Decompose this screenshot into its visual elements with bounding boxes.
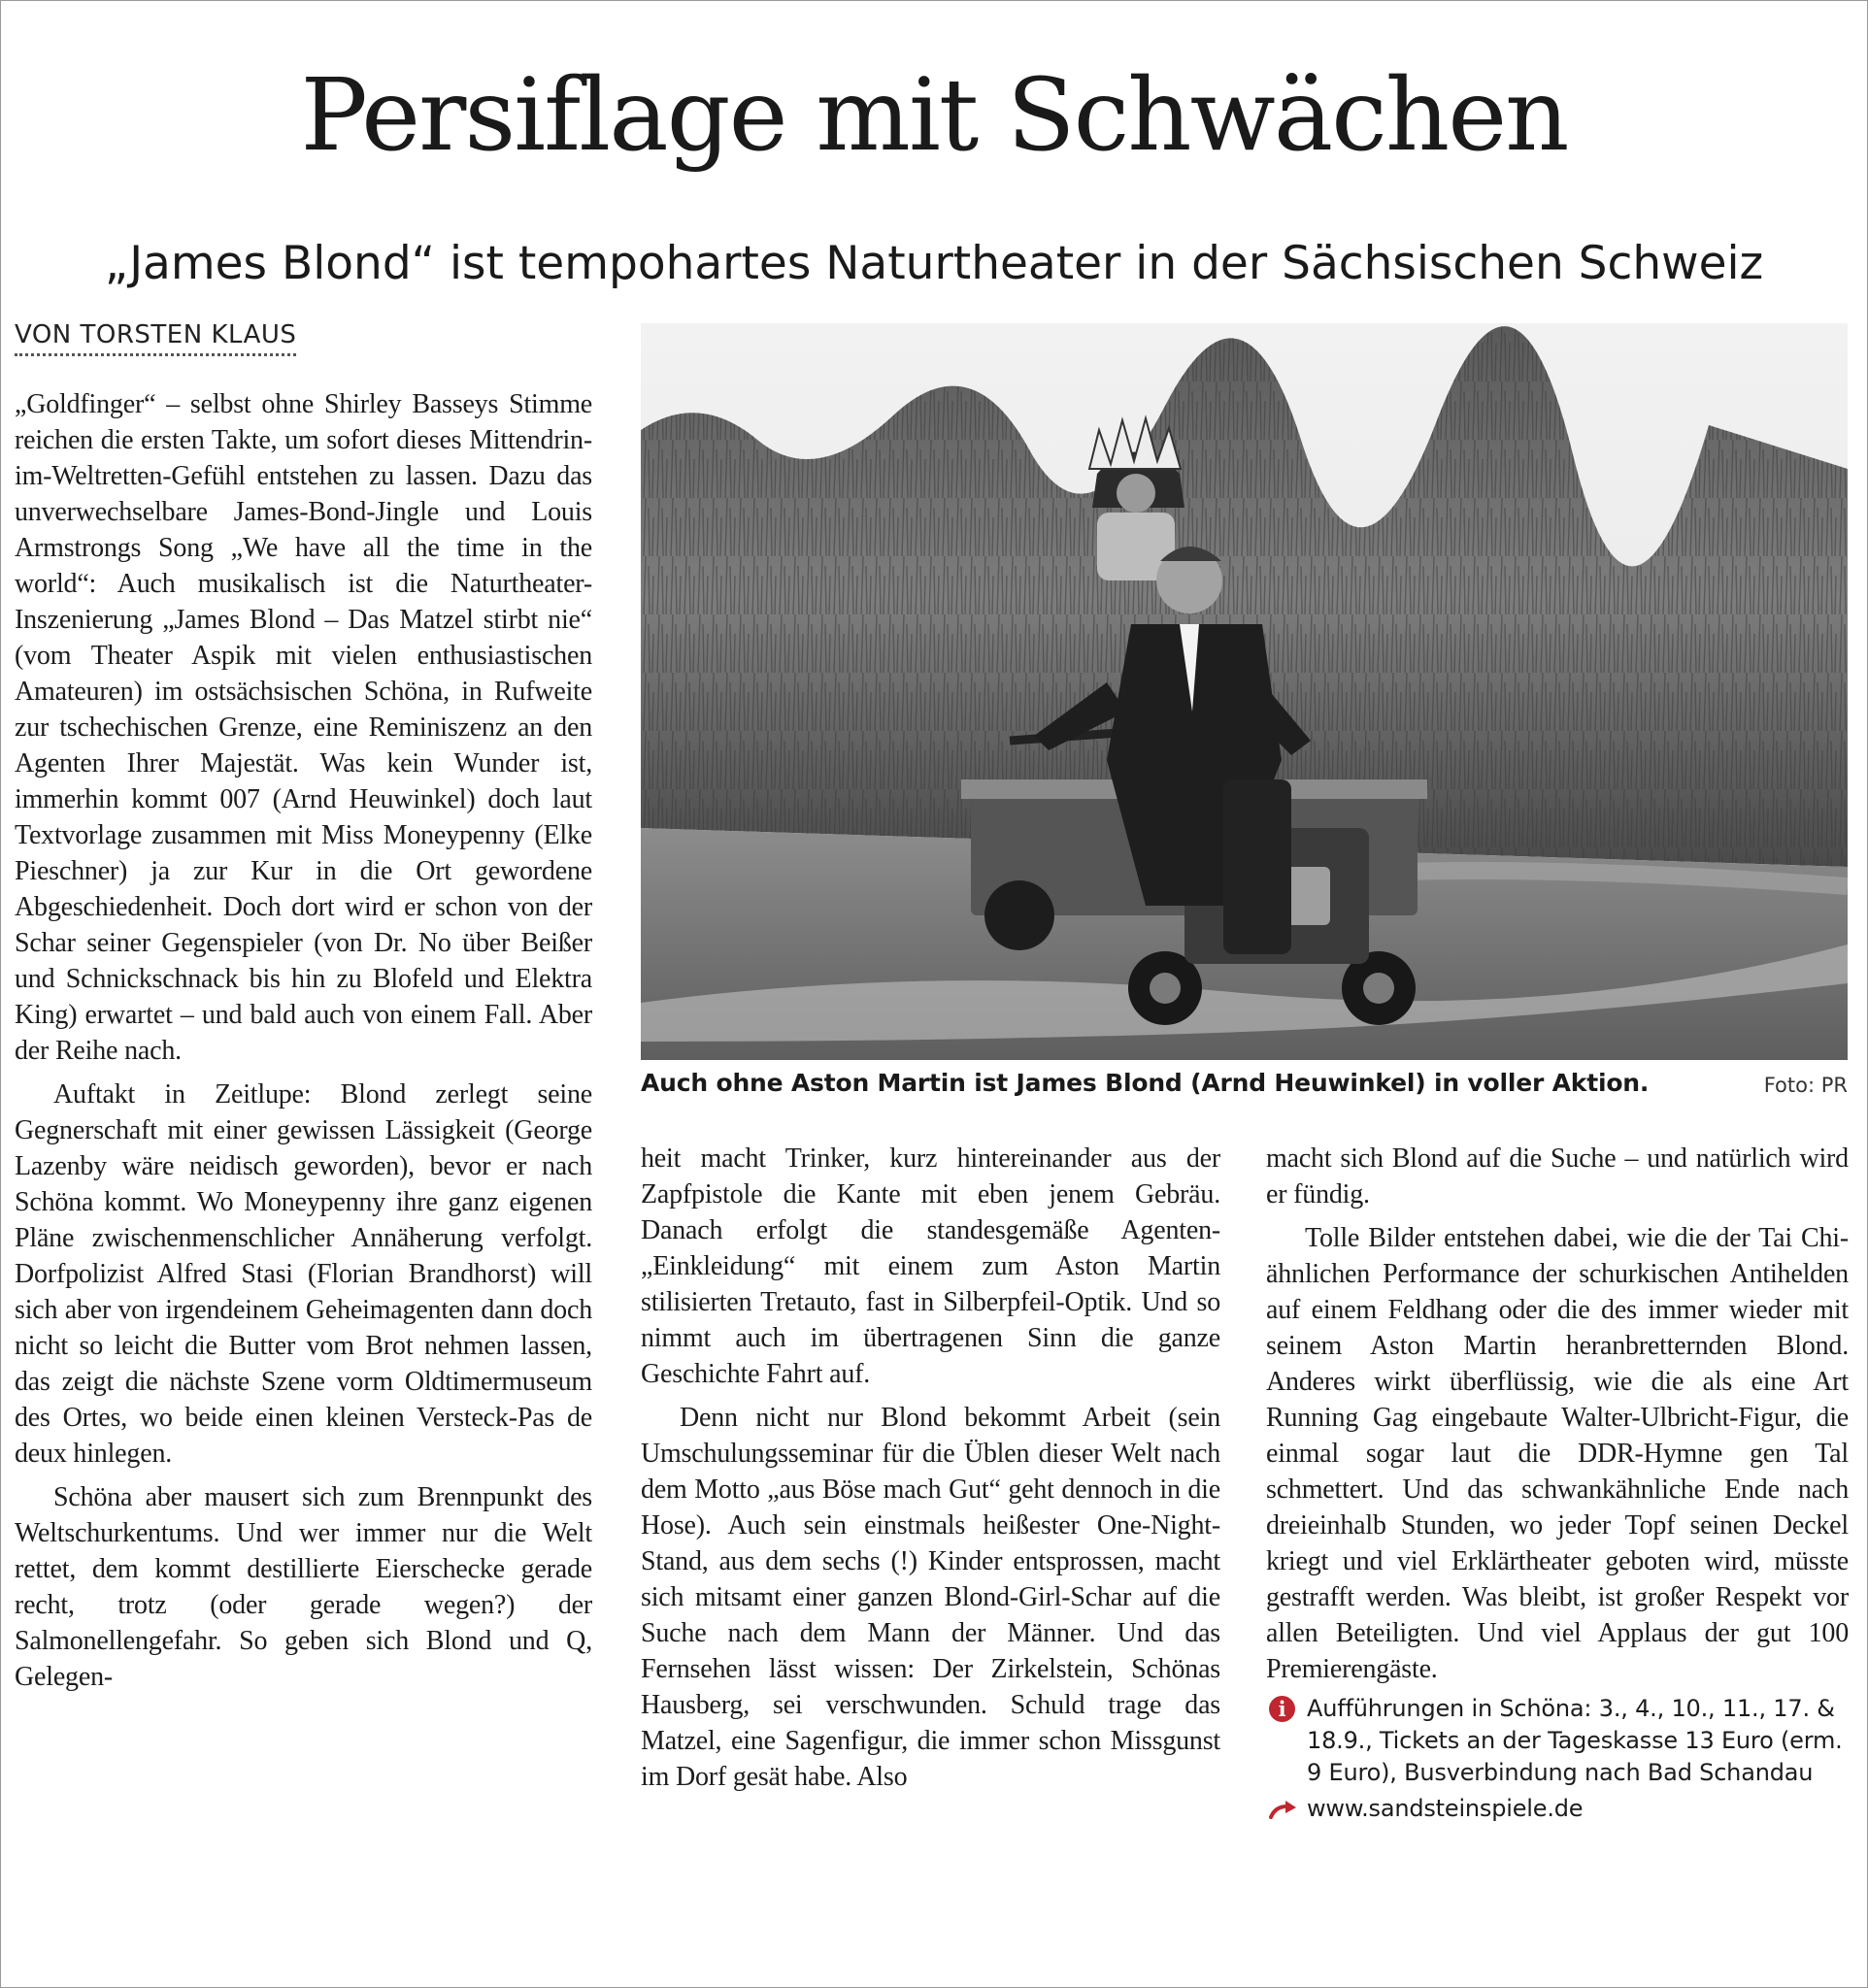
website-info <box>1266 1793 1849 1825</box>
performance-dates: Aufführungen in Schöna: 3., 4., 10., 11., 17. & 18.9., Tickets an der Tageskasse 13 Euro (erm. 9 Euro), Busverbindung nach Bad Schandau <box>1307 1695 1843 1786</box>
paragraph: Auftakt in Zeitlupe: Blond zerlegt seine Gegnerschaft mit einer gewissen Lässigkeit (George Lazenby wäre neidisch geworden), bevor er nach Schöna kommt. Wo Moneypenny ihre ganz eigenen Pläne zwischenmenschlicher Annäherung verfolgt. Dorfpolizist Alfred Stasi (Florian Brandhorst) will sich aber von irgendeinem Geheimagenten dann doch nicht so leicht die Butter vom Brot nehmen lassen, das zeigt die nächste Szene vorm Oldtimermuseum des Ortes, wo beide einen kleinen Versteck-Pas de deux hinlegen. <box>15 1079 592 1469</box>
performance-info <box>1266 1693 1849 1789</box>
paragraph: heit macht Trinker, kurz hintereinander aus der Zapfpistole die Kante mit eben jenem Gebräu. Danach erfolgt die standesgemäße Agenten-„Einkleidung“ mit einem zum Aston Martin stilisierten Tretauto, fast in Silberpfeil-Optik. Und so nimmt auch im übertragenen Sinn die ganze Geschichte Fahrt auf. <box>641 1143 1220 1389</box>
paragraph: macht sich Blond auf die Suche – und natürlich wird er fündig. <box>1266 1143 1849 1209</box>
article-column-1 <box>15 386 592 1695</box>
info-icon: i <box>1269 1696 1295 1722</box>
byline: VON TORSTEN KLAUS <box>15 320 296 356</box>
photo-caption: Auch ohne Aston Martin ist James Blond (Arnd Heuwinkel) in voller Aktion. <box>641 1069 1650 1097</box>
paragraph: „Goldfinger“ – selbst ohne Shirley Basseys Stimme reichen die ersten Takte, um sofort dieses Mittendrin-im-Weltretten-Gefühl entstehen zu lassen. Dazu das unverwechselbare James-Bond-Jingle und Louis Armstrongs Song „We have all the time in the world“: Auch musikalisch ist die Naturtheater-Inszenierung „James Blond – Das Matzel stirbt nie“ (vom Theater Aspik mit vielen enthusiastischen Amateuren) im ostsächsischen Schöna, in Rufweite zur tschechischen Grenze, eine Reminiszenz an den Agenten Ihrer Majestät. Was kein Wunder ist, immerhin kommt 007 (Arnd Heuwinkel) doch laut Textvorlage zusammen mit Miss Moneypenny (Elke Pieschner) ja zur Kur in die Ort gewordene Abgeschiedenheit. Doch dort wird er schon von der Schar seiner Gegenspieler (von Dr. No über Beißer und Schnickschnack bis hin zu Blofeld und Elektra King) erwartet – und bald auch von einem Fall. Aber der Reihe nach. <box>15 389 592 1066</box>
subheadline: „James Blond“ ist tempohartes Naturtheater in der Sächsischen Schweiz <box>104 237 1764 290</box>
article-column-3 <box>1266 1141 1849 1825</box>
paragraph: Schöna aber mausert sich zum Brennpunkt des Weltschurkentums. Und wer immer nur die Welt rettet, dem kommt destillierte Eierschecke gerade recht, trotz (oder gerade wegen?) der Salmonellengefahr. So geben sich Blond und Q, Gelegen- <box>15 1482 592 1692</box>
headline: Persiflage mit Schwächen <box>300 57 1568 174</box>
article-column-2 <box>641 1141 1220 1795</box>
paragraph: Denn nicht nur Blond bekommt Arbeit (sein Umschulungsseminar für die Üblen dieser Welt nach dem Motto „aus Böse mach Gut“ geht dennoch in die Hose). Auch sein einstmals heißester One-Night-Stand, aus dem sechs (!) Kinder entsprossen, macht sich mitsamt einer ganzen Blond-Girl-Schar auf die Suche nach dem Mann der Männer. Und das Fernsehen lässt wissen: Der Zirkelstein, Schönas Hausberg, sei verschwunden. Schuld trage das Matzel, eine Sagenfigur, die immer schon Missgunst im Dorf gesät habe. Also <box>641 1403 1220 1792</box>
paragraph: Tolle Bilder entstehen dabei, wie die der Tai Chi-ähnlichen Performance der schurkischen Antihelden auf einem Feldhang oder die des immer wieder mit seinem Aston Martin heranbretternden Blond. Anderes wirkt überflüssig, wie die als eine Art Running Gag eingebaute Walter-Ulbricht-Figur, die einmal sogar laut die DDR-Hymne gen Tal schmettert. Und das schwankähnliche Ende nach dreieinhalb Stunden, wo jeder Topf seinen Deckel kriegt und viel Erklärtheater geboten wird, müsste gestrafft werden. Was bleibt, ist großer Respekt vor allen Beteiligten. Und viel Applaus der gut 100 Premierengäste. <box>1266 1223 1849 1684</box>
website-link[interactable]: www.sandsteinspiele.de <box>1307 1795 1584 1822</box>
photo-credit: Foto: PR <box>1763 1074 1848 1097</box>
arrow-icon <box>1268 1800 1299 1821</box>
article-photo <box>641 323 1848 1060</box>
info-box <box>1266 1693 1849 1825</box>
